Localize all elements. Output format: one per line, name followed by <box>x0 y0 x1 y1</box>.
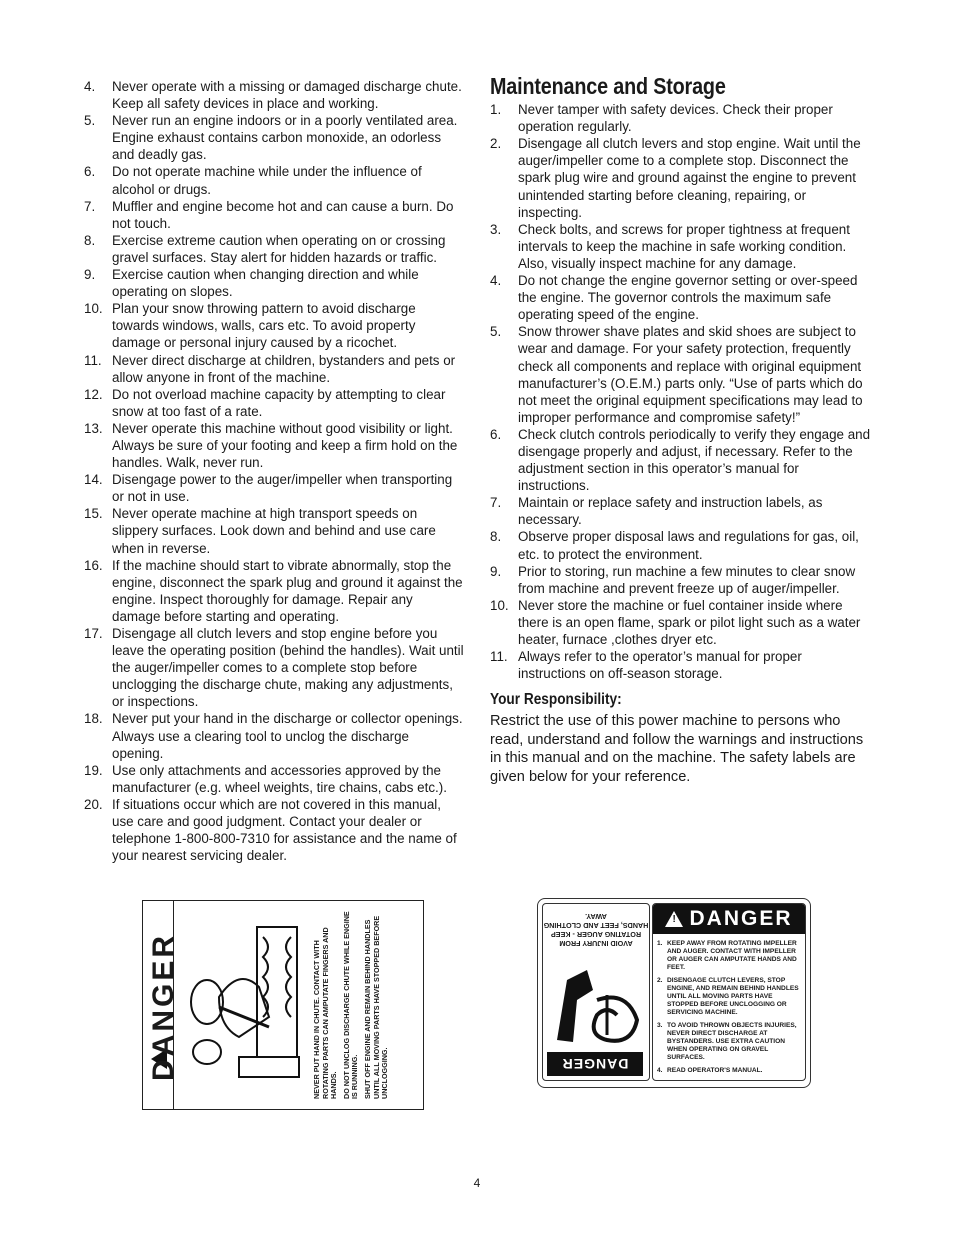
list-item-number: 8. <box>84 232 96 248</box>
danger-instructions-panel <box>652 903 806 1081</box>
list-item <box>84 386 464 420</box>
list-item-text: Prior to storing, run machine a few minutes to clear snow from machine and prevent freeze up of auger/impeller. <box>518 563 856 596</box>
danger-label-item: SHUT OFF ENGINE AND REMAIN BEHIND HANDLES UNTIL ALL MOVING PARTS HAVE STOPPED BEFORE UNCLOGGING. <box>362 915 390 1099</box>
danger-instruction-item <box>657 940 801 972</box>
list-item-text: Do not change the engine governor setting or over-speed the engine. The governor controls the maximum safe operating speed of the engine. <box>518 273 858 323</box>
list-item <box>84 300 464 351</box>
list-item <box>84 625 464 710</box>
list-item <box>84 796 464 864</box>
danger-instruction-text: KEEP AWAY FROM ROTATING IMPELLER AND AUGER. CONTACT WITH IMPELLER OR AUGER CAN AMPUTATE HANDS AND FEET. <box>667 940 797 971</box>
danger-label-title: DANGER <box>147 932 180 1081</box>
list-item-text: Do not overload machine capacity by attempting to clear snow at too fast of a rate. <box>112 386 446 419</box>
list-item <box>490 563 872 597</box>
list-item-text: Check bolts, and screws for proper tightness at frequent intervals to keep the machine in safe working condition. Also, visually inspect machine for any damage. <box>518 221 850 271</box>
list-item-text: Check clutch controls periodically to verify they engage and disengage properly and adjust, if necessary. Refer to the adjustment section in this operator’s manual for instructions. <box>518 426 871 494</box>
list-item-text: Never run an engine indoors or in a poorly ventilated area. Engine exhaust contains carbon monoxide, an odorless and deadly gas. <box>112 113 458 163</box>
danger-instruction-item <box>657 977 801 1017</box>
list-item <box>84 232 464 266</box>
page-number: 4 <box>473 1176 481 1190</box>
list-item-text: Snow thrower shave plates and skid shoes are subject to wear and damage. For your safety protection, frequently check all components and replace with original equipment manufacturer’s (O.E.M.) parts only. “Use of parts which do not meet the original equipment specifications may lead to improper performance and compromise safety!” <box>518 324 863 425</box>
list-item <box>490 221 872 272</box>
list-item-text: Never put your hand in the discharge or collector openings. Always use a clearing tool to unclog the discharge opening. <box>112 711 463 761</box>
list-item-number: 6. <box>84 164 96 180</box>
danger-label-chute <box>142 900 424 1110</box>
maintenance-title: Maintenance and Storage <box>490 73 726 99</box>
danger-instruction-number: 4. <box>657 1067 663 1074</box>
list-item-number: 19. <box>84 762 103 778</box>
danger-instruction-number: 1. <box>657 940 663 947</box>
danger-instruction-item <box>657 1022 801 1062</box>
list-item-number: 6. <box>490 426 502 442</box>
list-item-number: 11. <box>84 352 102 368</box>
danger-label-header <box>143 901 180 1109</box>
list-item-text: Exercise extreme caution when operating on or crossing gravel surfaces. Stay alert for hidden hazards or traffic. <box>112 232 446 265</box>
list-item-number: 10. <box>84 301 103 317</box>
list-item-text: Never operate this machine without good visibility or light. Always be sure of your footing and keep a firm hold on the handles. Walk, never run. <box>112 420 458 471</box>
list-item <box>84 762 464 796</box>
list-item <box>84 266 464 300</box>
list-item <box>490 323 872 426</box>
list-item-text: Maintain or replace safety and instruction labels, as necessary. <box>518 495 823 528</box>
danger-banner <box>653 904 805 934</box>
list-item-text: Disengage power to the auger/impeller when transporting or not in use. <box>112 472 453 505</box>
danger-label-auger <box>537 898 811 1088</box>
list-item <box>490 494 872 528</box>
list-item <box>84 420 464 471</box>
left-column <box>84 78 464 864</box>
list-item-number: 17. <box>84 626 103 641</box>
list-item-text: Plan your snow throwing pattern to avoid discharge towards windows, walls, cars etc. To avoid property damage or personal injury caused by a ricochet. <box>112 301 416 351</box>
danger-instruction-text: TO AVOID THROWN OBJECTS INJURIES, NEVER DIRECT DISCHARGE AT BYSTANDERS. USE EXTRA CAUTION WHEN OPERATING ON GRAVEL SURFACES. <box>667 1022 797 1061</box>
list-item-number: 5. <box>84 113 96 129</box>
list-item-text: Never tamper with safety devices. Check their proper operation regularly. <box>518 102 833 135</box>
list-item-text: Never direct discharge at children, bystanders and pets or allow anyone in front of the machine. <box>112 352 456 385</box>
list-item <box>84 557 464 625</box>
danger-instruction-number: 2. <box>657 977 663 984</box>
snowthrower-hand-hazard-icon <box>179 907 309 1097</box>
list-item-text: Disengage all clutch levers and stop engine before you leave the operating position (behind the handles). Wait until the auger/impeller comes to a complete stop before unclogging the discharge chute, making any adjustments, or inspections. <box>112 626 464 710</box>
list-item-number: 12. <box>84 386 103 402</box>
warning-triangle-icon: ! <box>665 911 683 927</box>
danger-instruction-text: DISENGAGE CLUTCH LEVERS, STOP ENGINE, AND REMAIN BEHIND HANDLES UNTIL ALL MOVING PARTS HAVE STOPPED BEFORE UNCLOGGING OR SERVICING MACHINE. <box>667 977 799 1016</box>
list-item <box>84 710 464 761</box>
list-item <box>490 426 872 494</box>
danger-banner-title: DANGER <box>689 907 793 930</box>
danger-instruction-text: READ OPERATOR'S MANUAL. <box>667 1067 763 1074</box>
list-item-number: 11. <box>490 649 508 665</box>
list-item-number: 2. <box>490 136 502 152</box>
danger-instructions <box>653 934 805 1075</box>
list-item <box>84 352 464 386</box>
list-item-number: 4. <box>490 273 502 289</box>
list-item <box>84 471 464 505</box>
list-item-text: Muffler and engine become hot and can cause a burn. Do not touch. <box>112 198 454 231</box>
list-item-number: 9. <box>490 563 502 579</box>
list-item-text: Use only attachments and accessories approved by the manufacturer (e.g. wheel weights, tire chains, cabs etc.). <box>112 762 447 795</box>
list-item <box>490 272 872 323</box>
list-item <box>490 648 872 682</box>
list-item-number: 7. <box>84 198 96 214</box>
list-item-number: 14. <box>84 472 103 488</box>
danger-instruction-item <box>657 1067 801 1075</box>
responsibility-title: Your Responsibility: <box>490 691 622 709</box>
list-item-text: Never store the machine or fuel container inside where there is an open flame, spark or pilot light such as a water heater, furnace ,clothes dryer etc. <box>518 597 861 647</box>
avoid-injury-text: AVOID INJURY FROM ROTATING AUGER - KEEP HANDS, FEET AND CLOTHING AWAY. <box>543 912 649 948</box>
list-item <box>490 135 872 220</box>
list-item-text: Disengage all clutch levers and stop engine. Wait until the auger/impeller come to a complete stop. Disconnect the spark plug wire and ground against the engine to prevent unintended starting before cleaning, repairing, or inspecting. <box>518 136 861 220</box>
list-item <box>84 198 464 232</box>
list-item <box>84 78 464 112</box>
list-item <box>84 112 464 163</box>
list-item-text: If the machine should start to vibrate abnormally, stop the engine, disconnect the spark plug and ground it against the engine. Inspect thoroughly for damage. Repair any damage before starting and operating. <box>112 557 463 624</box>
list-item-number: 10. <box>490 597 509 613</box>
list-item-number: 9. <box>84 267 96 283</box>
auger-pictogram-panel <box>542 903 650 1081</box>
list-item-number: 20. <box>84 796 103 812</box>
list-item-number: 18. <box>84 711 103 727</box>
list-item-number: 7. <box>490 495 502 511</box>
list-item-number: 5. <box>490 324 502 340</box>
danger-label-text <box>313 909 417 1099</box>
list-item-number: 4. <box>84 79 96 94</box>
list-item-text: Observe proper disposal laws and regulations for gas, oil, etc. to protect the environment. <box>518 529 859 562</box>
list-item-text: Never operate machine at high transport speeds on slippery surfaces. Look down and behind and use care when in reverse. <box>112 506 436 556</box>
safety-list <box>84 78 464 864</box>
list-item-number: 16. <box>84 557 103 573</box>
list-item <box>84 505 464 556</box>
list-item-text: Never operate with a missing or damaged discharge chute. Keep all safety devices in place and working. <box>112 79 462 112</box>
list-item <box>490 528 872 562</box>
list-item <box>490 597 872 648</box>
list-item-number: 13. <box>84 420 103 436</box>
list-item <box>490 101 872 135</box>
list-item <box>84 163 464 197</box>
auger-hand-hazard-icon <box>547 960 645 1050</box>
right-column <box>490 73 872 786</box>
list-item-number: 15. <box>84 506 103 522</box>
list-item-number: 1. <box>490 102 502 118</box>
list-item-text: Always refer to the operator’s manual for proper instructions on off-season storage. <box>518 649 802 682</box>
danger-label-item: DO NOT UNCLOG DISCHARGE CHUTE WHILE ENGINE IS RUNNING. <box>341 911 360 1099</box>
list-item-number: 3. <box>490 221 502 237</box>
danger-label-item: NEVER PUT HAND IN CHUTE. CONTACT WITH ROTATING PARTS CAN AMPUTATE FINGERS AND HANDS. <box>312 927 339 1099</box>
maintenance-list <box>490 101 872 682</box>
list-item-text: If situations occur which are not covered in this manual, use care and good judgment. Contact your dealer or telephone 1-800-800-7310 for assistance and the name of your nearest servicing dealer. <box>112 796 457 864</box>
list-item-text: Do not operate machine while under the influence of alcohol or drugs. <box>112 164 422 197</box>
list-item-number: 8. <box>490 529 502 545</box>
danger-instruction-number: 3. <box>657 1022 663 1029</box>
list-item-text: Exercise caution when changing direction and while operating on slopes. <box>112 267 419 300</box>
mini-danger-banner: DANGER <box>547 1052 643 1076</box>
responsibility-text: Restrict the use of this power machine to persons who read, understand and follow the warnings and instructions in this manual and on the machine. The safety labels are given below for your reference. <box>490 713 864 785</box>
